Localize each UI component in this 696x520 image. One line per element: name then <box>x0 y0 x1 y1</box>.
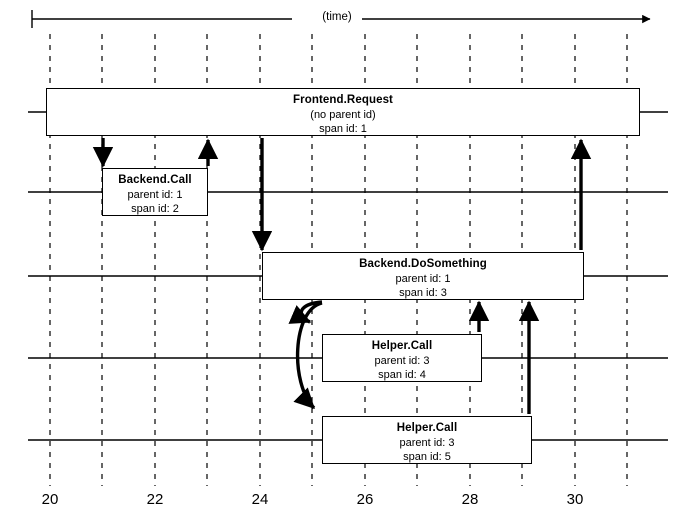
span-id: span id: 4 <box>378 368 426 381</box>
span-title: Frontend.Request <box>293 94 393 106</box>
span-id: span id: 5 <box>403 450 451 463</box>
span-title: Backend.DoSomething <box>359 258 487 270</box>
span-id: span id: 3 <box>399 286 447 299</box>
time-axis-caption: (time) <box>322 11 352 23</box>
axis-tick-26: 26 <box>356 491 374 508</box>
axis-tick-28: 28 <box>461 491 479 508</box>
span-backend-call[interactable] <box>102 168 208 216</box>
span-title: Backend.Call <box>118 174 192 186</box>
span-frontend-request[interactable] <box>46 88 640 136</box>
span-helper-call-4[interactable] <box>322 334 482 382</box>
span-title: Helper.Call <box>371 340 433 352</box>
span-backend-dosomething[interactable] <box>262 252 584 300</box>
span-helper-call-5[interactable] <box>322 416 532 464</box>
axis-tick-24: 24 <box>251 491 269 508</box>
span-parent-id: (no parent id) <box>310 108 376 121</box>
axis-tick-30: 30 <box>566 491 584 508</box>
span-id: span id: 1 <box>319 122 367 135</box>
span-parent-id: parent id: 3 <box>399 436 455 449</box>
axis-tick-22: 22 <box>146 491 164 508</box>
span-parent-id: parent id: 3 <box>374 354 430 367</box>
span-parent-id: parent id: 1 <box>127 188 183 201</box>
span-parent-id: parent id: 1 <box>395 272 451 285</box>
span-title: Helper.Call <box>396 422 458 434</box>
span-id: span id: 2 <box>131 202 179 215</box>
axis-tick-20: 20 <box>41 491 59 508</box>
